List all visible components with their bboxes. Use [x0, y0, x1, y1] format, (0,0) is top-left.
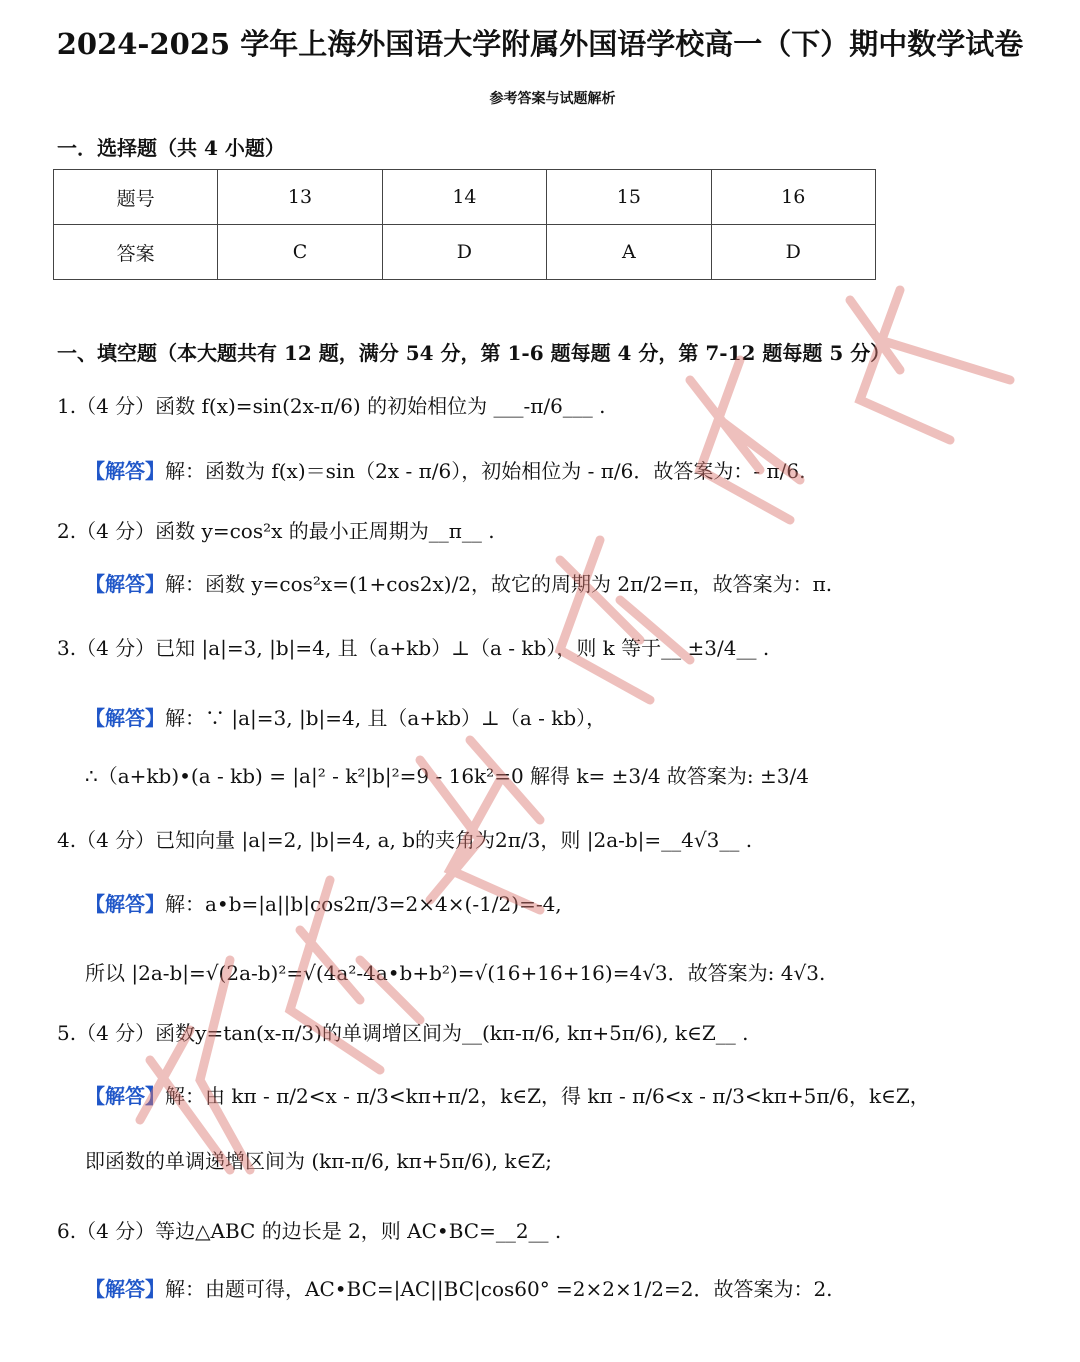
question-6: 6.（4 分）等边△ABC 的边长是 2，则 AC•BC=__2__ .: [57, 1219, 562, 1243]
solution-5b: 即函数的单调递增区间为 (kπ-π/6, kπ+5π/6), k∈Z;: [85, 1149, 552, 1173]
table-cell: D: [382, 225, 546, 280]
solution-1: [85, 455, 805, 484]
table-cell: 15: [547, 170, 711, 225]
table-cell: A: [547, 225, 711, 280]
solution-3a: [85, 702, 606, 731]
solution-4a: [85, 888, 562, 917]
page-title: 2024-2025 学年上海外国语大学附属外国语学校高一（下）期中数学试卷: [56, 27, 1024, 61]
table-cell: 14: [382, 170, 546, 225]
question-2: 2.（4 分）函数 y=cos²x 的最小正周期为__π__ .: [57, 519, 495, 543]
solution-6: [85, 1273, 833, 1302]
solution-text: 解：由题可得，AC•BC=|AC||BC|cos60° =2×2×1/2=2．故答案为：2.: [165, 1277, 833, 1301]
question-5: 5.（4 分）函数y=tan(x-π/3)的单调增区间为__(kπ-π/6, kπ+5π/6), k∈Z__ .: [57, 1021, 749, 1045]
section-heading-fill: 一、填空题（本大题共有 12 题，满分 54 分，第 1-6 题每题 4 分，第 7-12 题每题 5 分）: [57, 341, 891, 365]
answer-table: [53, 169, 876, 280]
table-cell: 16: [711, 170, 875, 225]
solution-tag: 【解答】: [85, 459, 165, 483]
table-cell: 题号: [54, 170, 218, 225]
solution-text: 解：函数 y=cos²x=(1+cos2x)/2，故它的周期为 2π/2=π，故答案为：π.: [165, 572, 833, 596]
solution-tag: 【解答】: [85, 706, 165, 730]
solution-5a: [85, 1080, 930, 1109]
solution-text: 解：由 kπ - π/2<x - π/3<kπ+π/2，k∈Z，得 kπ - π/6<x - π/3<kπ+5π/6，k∈Z，: [165, 1084, 930, 1108]
solution-text: 解：a•b=|a||b|cos2π/3=2×4×(-1/2)=-4,: [165, 892, 562, 916]
solution-text: 解：函数为 f(x)＝sin（2x - π/6），初始相位为 - π/6．故答案为：- π/6.: [165, 459, 806, 483]
solution-4b: 所以 |2a-b|=√(2a-b)²=√(4a²-4a•b+b²)=√(16+16+16)=4√3．故答案为: 4√3.: [85, 961, 826, 985]
solution-tag: 【解答】: [85, 1084, 165, 1108]
table-cell: D: [711, 225, 875, 280]
solution-text: 解：∵ |a|=3, |b|=4, 且（a+kb）⊥（a - kb），: [165, 706, 607, 730]
table-row: [54, 170, 876, 225]
solution-tag: 【解答】: [85, 572, 165, 596]
section-heading-choice: 一．选择题（共 4 小题）: [57, 136, 285, 160]
solution-3b: ∴（a+kb)•(a - kb) = |a|² - k²|b|²=9 - 16k²=0 解得 k= ±3/4 故答案为: ±3/4: [85, 764, 809, 788]
table-row: [54, 225, 876, 280]
table-cell: 答案: [54, 225, 218, 280]
solution-tag: 【解答】: [85, 892, 165, 916]
solution-tag: 【解答】: [85, 1277, 165, 1301]
page-subtitle: 参考答案与试题解析: [489, 91, 616, 107]
question-3: 3.（4 分）已知 |a|=3, |b|=4, 且（a+kb）⊥（a - kb），则 k 等于__ ±3/4__ .: [57, 636, 770, 660]
table-cell: C: [218, 225, 382, 280]
question-4: 4.（4 分）已知向量 |a|=2, |b|=4, a, b的夹角为2π/3，则 |2a-b|=__4√3__ .: [57, 828, 753, 852]
question-1: 1.（4 分）函数 f(x)=sin(2x-π/6) 的初始相位为 ___-π/6___ .: [57, 394, 606, 418]
solution-2: [85, 568, 832, 597]
table-cell: 13: [218, 170, 382, 225]
